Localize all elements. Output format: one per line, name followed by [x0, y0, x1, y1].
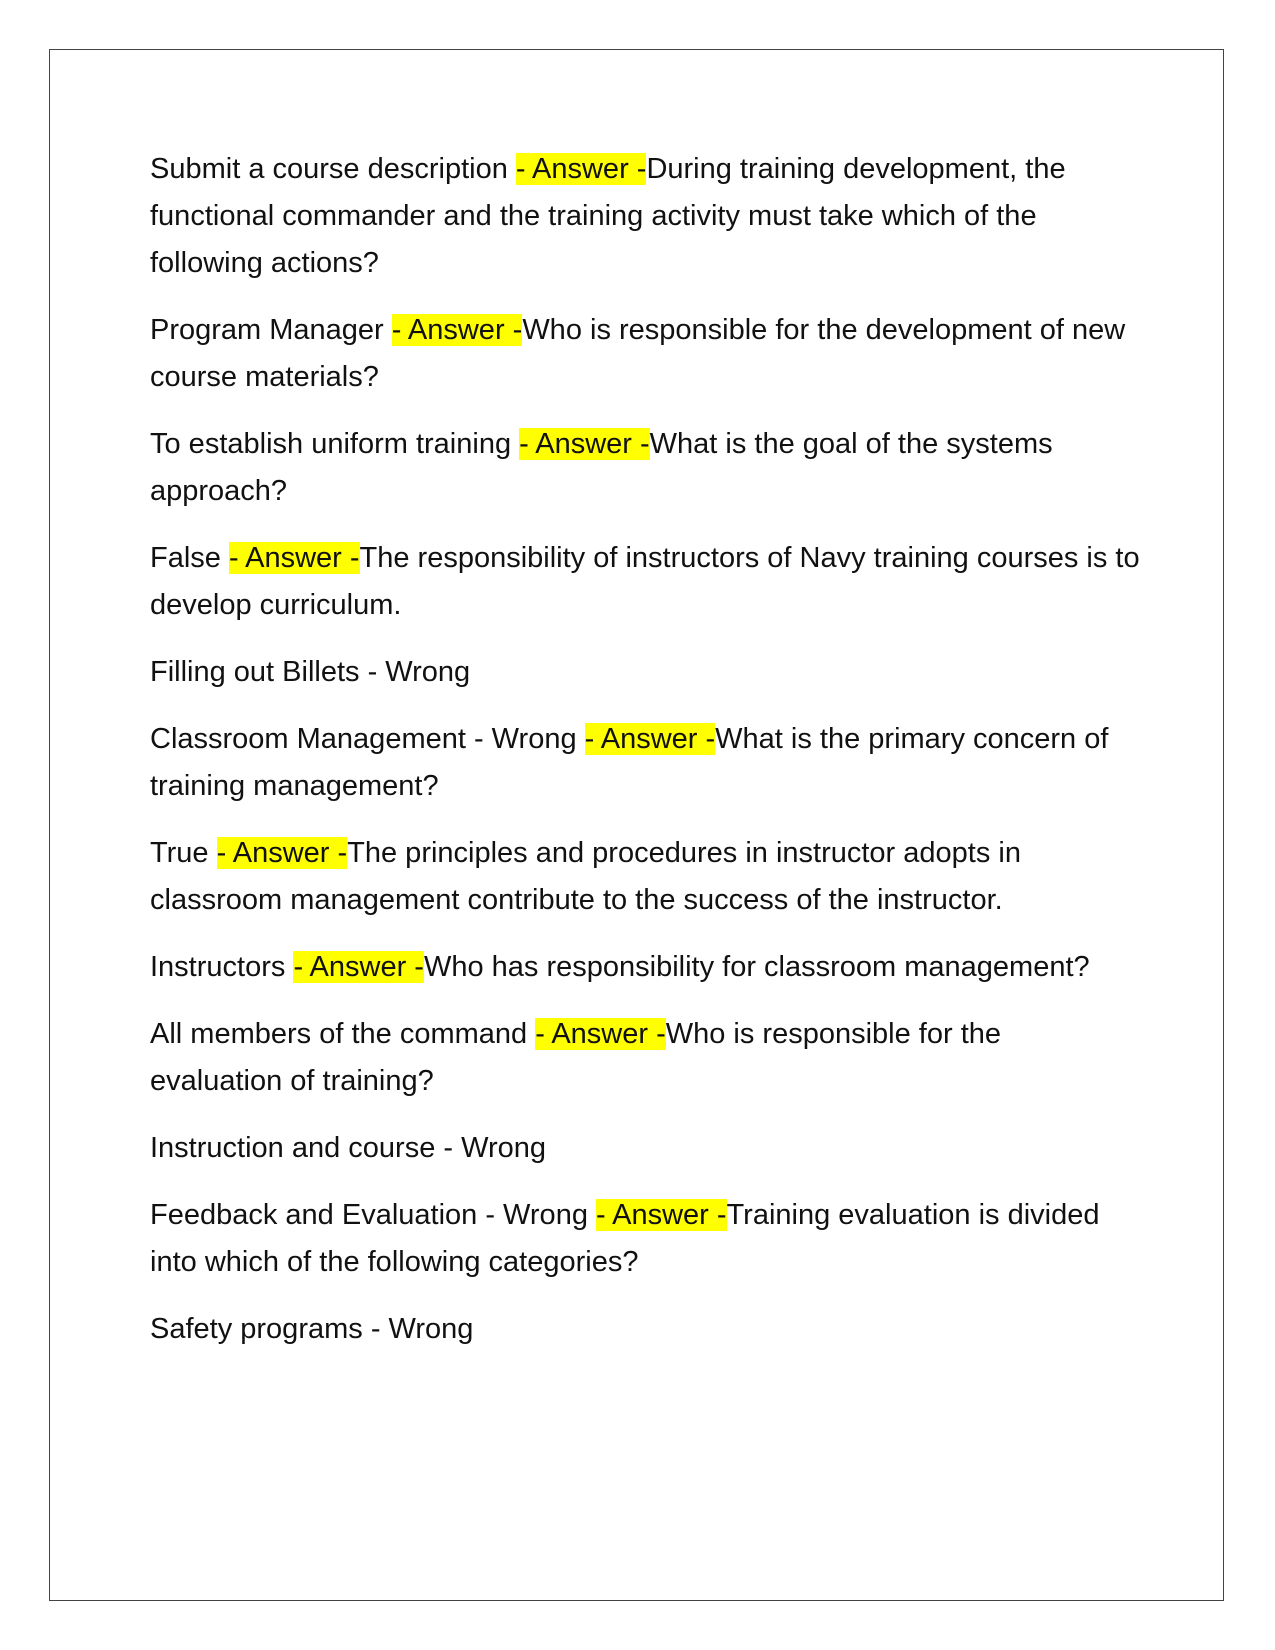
answer-text: False: [150, 542, 221, 574]
qa-entry: [150, 944, 1140, 991]
qa-entry: [150, 421, 1140, 515]
qa-entry: [150, 716, 1140, 810]
question-text: The principles and procedures in instructor adopts in classroom management contribute to the success of the instructor.: [150, 837, 1021, 916]
qa-entry: [150, 1011, 1140, 1105]
document-body: [150, 146, 1140, 1373]
question-text: Who is responsible for the evaluation of training?: [150, 1018, 1002, 1097]
question-text: Training evaluation is divided into which of the following categories?: [150, 1199, 1100, 1278]
answer-marker-highlight: - Answer -: [535, 1018, 666, 1050]
option-line: Safety programs - Wrong: [150, 1313, 474, 1345]
answer-marker-highlight: - Answer -: [596, 1199, 727, 1231]
answer-text: Instructors: [150, 951, 286, 983]
qa-entry: [150, 1192, 1140, 1286]
answer-marker-highlight: - Answer -: [228, 542, 360, 574]
qa-entry: [150, 146, 1140, 287]
answer-text: True: [150, 837, 209, 869]
qa-entry: [150, 535, 1140, 629]
question-text: Who has responsibility for classroom management?: [423, 951, 1090, 983]
answer-text: Submit a course description: [150, 153, 508, 185]
answer-marker-highlight: - Answer -: [519, 428, 650, 460]
answer-marker-highlight: - Answer -: [216, 837, 348, 869]
option-line: Instruction and course - Wrong: [150, 1132, 546, 1164]
question-text: What is the goal of the systems approach?: [150, 428, 1053, 507]
qa-entry: [150, 830, 1140, 924]
answer-text: All members of the command: [150, 1018, 528, 1050]
answer-text: Feedback and Evaluation - Wrong: [150, 1199, 588, 1231]
answer-text: Classroom Management - Wrong: [150, 723, 577, 755]
question-text: What is the primary concern of training management?: [150, 723, 1109, 802]
answer-marker-highlight: - Answer -: [391, 314, 523, 346]
question-text: Who is responsible for the development of new course materials?: [150, 314, 1126, 393]
question-text: During training development, the functional commander and the training activity must take which of the following actions?: [150, 153, 1066, 279]
qa-entry: [150, 307, 1140, 401]
answer-marker-highlight: - Answer -: [584, 723, 716, 755]
answer-marker-highlight: - Answer -: [293, 951, 424, 983]
answer-text: Program Manager: [150, 314, 384, 346]
option-line: Filling out Billets - Wrong: [150, 656, 471, 688]
answer-text: To establish uniform training: [150, 428, 512, 460]
answer-marker-highlight: - Answer -: [515, 153, 647, 185]
question-text: The responsibility of instructors of Navy training courses is to develop curriculum.: [150, 542, 1140, 621]
